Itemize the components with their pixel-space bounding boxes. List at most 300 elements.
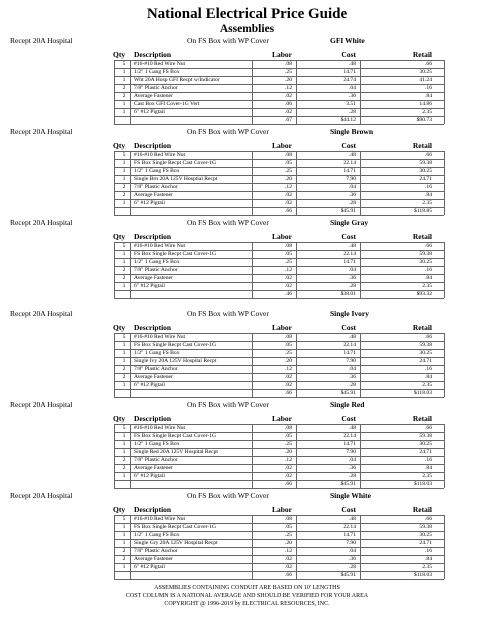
cell-qty: 2 <box>122 374 126 380</box>
cell-labor: .08 <box>285 425 292 431</box>
cell-description: 7/8" Plastic Anchor <box>134 184 178 190</box>
cell-description: 1/2" 1 Gang FS Box <box>134 69 180 75</box>
cell-retail: 59.38 <box>419 433 432 439</box>
cell-cost: 7.90 <box>346 540 356 546</box>
cell-labor: .25 <box>285 69 292 75</box>
cell-cost: .28 <box>349 564 356 570</box>
item-table <box>0 242 494 298</box>
cell-cost: 22.14 <box>343 251 356 257</box>
col-cost-header: Cost <box>341 141 356 150</box>
cell-labor: .02 <box>285 382 292 388</box>
cell-retail: .84 <box>425 192 432 198</box>
total-cost: $45.91 <box>340 481 356 487</box>
col-labor-header: Labor <box>271 50 292 59</box>
cell-cost: 14.71 <box>343 441 356 447</box>
cell-description: #16-#10 Red Wire Nut <box>134 152 186 158</box>
section-location: Recept 20A Hospital <box>10 36 73 45</box>
table-row <box>0 464 494 472</box>
total-row <box>0 389 494 397</box>
cell-qty: 1 <box>122 101 126 107</box>
cell-labor: .05 <box>285 251 292 257</box>
cell-qty: 2 <box>122 184 126 190</box>
section-device: GFI White <box>330 36 365 45</box>
total-cost: $44.12 <box>340 117 356 123</box>
cell-description: Average Fastener <box>134 192 173 198</box>
cell-retail: .84 <box>425 374 432 380</box>
col-cost-header: Cost <box>341 232 356 241</box>
section-header <box>0 308 494 319</box>
cell-description: 7/8" Plastic Anchor <box>134 548 178 554</box>
col-qty-header: Qty <box>113 50 126 59</box>
footer-notes <box>0 584 494 608</box>
cell-retail: 2.35 <box>422 200 432 206</box>
cell-labor: .05 <box>285 342 292 348</box>
table-row <box>0 100 494 108</box>
grid-line <box>114 397 444 398</box>
assembly-sections <box>0 35 494 581</box>
cell-retail: 30.25 <box>419 441 432 447</box>
section-box: On FS Box with WP Cover <box>187 218 269 227</box>
total-cost: $45.91 <box>340 208 356 214</box>
cell-cost: .48 <box>349 61 356 67</box>
cell-cost: 22.14 <box>343 342 356 348</box>
cell-cost: .28 <box>349 200 356 206</box>
col-retail-header: Retail <box>412 505 432 514</box>
cell-qty: 5 <box>122 516 126 522</box>
cell-qty: 1 <box>122 283 126 289</box>
cell-cost: 7.90 <box>346 176 356 182</box>
cell-labor: .06 <box>285 101 292 107</box>
total-cost: $45.91 <box>340 390 356 396</box>
table-row <box>0 373 494 381</box>
col-retail-header: Retail <box>412 50 432 59</box>
cell-cost: .36 <box>349 465 356 471</box>
cell-retail: 2.35 <box>422 382 432 388</box>
cell-description: 7/8" Plastic Anchor <box>134 267 178 273</box>
cell-cost: .28 <box>349 382 356 388</box>
col-qty-header: Qty <box>113 232 126 241</box>
cell-qty: 1 <box>122 473 126 479</box>
col-labor-header: Labor <box>271 505 292 514</box>
table-row <box>0 365 494 373</box>
cell-description: 7/8" Plastic Anchor <box>134 366 178 372</box>
cell-labor: .25 <box>285 259 292 265</box>
section-header <box>0 490 494 501</box>
assembly-section <box>0 35 494 126</box>
section-box: On FS Box with WP Cover <box>187 36 269 45</box>
cell-qty: 2 <box>122 465 126 471</box>
section-box: On FS Box with WP Cover <box>187 127 269 136</box>
table-row <box>0 531 494 539</box>
cell-retail: 59.38 <box>419 251 432 257</box>
col-qty-header: Qty <box>113 414 126 423</box>
cell-cost: 3.51 <box>346 101 356 107</box>
cell-qty: 2 <box>122 192 126 198</box>
cell-retail: .84 <box>425 93 432 99</box>
cell-cost: .36 <box>349 374 356 380</box>
cell-qty: 1 <box>122 259 126 265</box>
table-row <box>0 92 494 100</box>
total-retail: $118.85 <box>414 208 432 214</box>
cell-labor: .05 <box>285 433 292 439</box>
cell-retail: .84 <box>425 275 432 281</box>
cell-qty: 5 <box>122 243 126 249</box>
column-headers <box>0 50 494 60</box>
table-row <box>0 76 494 84</box>
page-subtitle: Assemblies <box>219 23 275 35</box>
cell-cost: .04 <box>349 366 356 372</box>
total-labor: .67 <box>285 117 292 123</box>
cell-cost: .48 <box>349 152 356 158</box>
cell-labor: .25 <box>285 168 292 174</box>
table-row <box>0 472 494 480</box>
cell-cost: .04 <box>349 267 356 273</box>
cell-description: FS Box Single Recpt Cast Cover-1G <box>134 251 217 257</box>
cell-qty: 1 <box>122 441 126 447</box>
total-cost: $45.91 <box>340 572 356 578</box>
cell-labor: .12 <box>285 548 292 554</box>
column-headers <box>0 414 494 424</box>
cell-cost: .04 <box>349 184 356 190</box>
table-row <box>0 68 494 76</box>
cell-retail: 41.24 <box>419 77 432 83</box>
section-box: On FS Box with WP Cover <box>187 400 269 409</box>
item-table <box>0 515 494 579</box>
cell-labor: .12 <box>285 366 292 372</box>
cell-retail: 2.35 <box>422 109 432 115</box>
section-header <box>0 217 494 228</box>
cell-qty: 2 <box>122 267 126 273</box>
cell-retail: .66 <box>425 334 432 340</box>
cell-labor: .20 <box>285 176 292 182</box>
cell-retail: 24.71 <box>419 540 432 546</box>
cell-description: Average Fastener <box>134 275 173 281</box>
cell-retail: 30.25 <box>419 259 432 265</box>
table-row <box>0 274 494 282</box>
col-cost-header: Cost <box>341 323 356 332</box>
section-header <box>0 126 494 137</box>
total-row <box>0 290 494 298</box>
cell-description: Wht 20A Hosp GFI Recpt w/Indicator <box>134 77 220 83</box>
cell-labor: .02 <box>285 109 292 115</box>
cell-retail: .16 <box>425 548 432 554</box>
cell-description: #16-#10 Red Wire Nut <box>134 516 186 522</box>
cell-retail: 2.35 <box>422 473 432 479</box>
section-device: Single Red <box>330 400 365 409</box>
col-description-header: Description <box>134 323 172 332</box>
table-row <box>0 515 494 523</box>
cell-qty: 2 <box>122 548 126 554</box>
table-row <box>0 539 494 547</box>
cell-labor: .02 <box>285 473 292 479</box>
cell-description: 1/2" 1 Gang FS Box <box>134 441 180 447</box>
table-row <box>0 258 494 266</box>
cell-qty: 5 <box>122 334 126 340</box>
cell-description: FS Box Single Recpt Cast Cover-1G <box>134 342 217 348</box>
cell-description: 1/2" 1 Gang FS Box <box>134 259 180 265</box>
cell-description: Single Red 20A 125V Hospital Recpt <box>134 449 218 455</box>
col-labor-header: Labor <box>271 141 292 150</box>
cell-qty: 1 <box>122 532 126 538</box>
cell-description: Cast Box GFI Cover-1G Vert <box>134 101 200 107</box>
cell-description: 6" #12 Pigtail <box>134 473 165 479</box>
total-retail: $118.03 <box>414 481 432 487</box>
cell-description: #16-#10 Red Wire Nut <box>134 425 186 431</box>
section-location: Recept 20A Hospital <box>10 491 73 500</box>
cell-qty: 1 <box>122 160 126 166</box>
table-row <box>0 547 494 555</box>
cell-labor: .02 <box>285 283 292 289</box>
cell-description: FS Box Single Recpt Cast Cover-1G <box>134 433 217 439</box>
item-table <box>0 424 494 488</box>
cell-labor: .08 <box>285 334 292 340</box>
cell-cost: .04 <box>349 457 356 463</box>
cell-cost: 14.71 <box>343 168 356 174</box>
cell-description: Average Fastener <box>134 374 173 380</box>
cell-retail: .84 <box>425 556 432 562</box>
col-retail-header: Retail <box>412 232 432 241</box>
cell-cost: .48 <box>349 425 356 431</box>
cell-retail: 59.38 <box>419 524 432 530</box>
cell-description: #16-#10 Red Wire Nut <box>134 334 186 340</box>
assembly-section <box>0 490 494 581</box>
table-row <box>0 424 494 432</box>
col-labor-header: Labor <box>271 232 292 241</box>
cell-cost: 22.14 <box>343 433 356 439</box>
item-table <box>0 333 494 397</box>
cell-description: 6" #12 Pigtail <box>134 283 165 289</box>
cell-retail: 30.25 <box>419 350 432 356</box>
cell-description: Average Fastener <box>134 556 173 562</box>
cell-qty: 1 <box>122 109 126 115</box>
cell-labor: .08 <box>285 152 292 158</box>
table-row <box>0 266 494 274</box>
cell-cost: 22.14 <box>343 524 356 530</box>
cell-cost: .28 <box>349 283 356 289</box>
total-labor: .66 <box>285 481 292 487</box>
cell-qty: 1 <box>122 342 126 348</box>
col-qty-header: Qty <box>113 323 126 332</box>
table-row <box>0 440 494 448</box>
cell-qty: 1 <box>122 168 126 174</box>
cell-qty: 1 <box>122 200 126 206</box>
cell-labor: .02 <box>285 200 292 206</box>
cell-labor: .02 <box>285 564 292 570</box>
cell-cost: 7.90 <box>346 449 356 455</box>
cell-qty: 1 <box>122 382 126 388</box>
cell-description: 6" #12 Pigtail <box>134 564 165 570</box>
cell-cost: 24.74 <box>343 77 356 83</box>
cell-description: #16-#10 Red Wire Nut <box>134 61 186 67</box>
cell-qty: 2 <box>122 275 126 281</box>
section-box: On FS Box with WP Cover <box>187 491 269 500</box>
cell-qty: 5 <box>122 152 126 158</box>
cell-qty: 2 <box>122 366 126 372</box>
cell-description: Single Brn 20A 125V Hosptial Recpt <box>134 176 218 182</box>
table-row <box>0 282 494 290</box>
cell-cost: .36 <box>349 192 356 198</box>
cell-retail: .84 <box>425 465 432 471</box>
col-cost-header: Cost <box>341 505 356 514</box>
col-labor-header: Labor <box>271 414 292 423</box>
table-row <box>0 84 494 92</box>
total-labor: .66 <box>285 208 292 214</box>
col-description-header: Description <box>134 414 172 423</box>
cell-qty: 5 <box>122 61 126 67</box>
section-device: Single Gray <box>330 218 369 227</box>
cell-labor: .02 <box>285 556 292 562</box>
total-row <box>0 571 494 579</box>
page-title: National Electrical Price Guide <box>146 6 348 22</box>
table-row <box>0 167 494 175</box>
cell-retail: .16 <box>425 457 432 463</box>
col-qty-header: Qty <box>113 505 126 514</box>
table-row <box>0 60 494 68</box>
column-headers <box>0 141 494 151</box>
cell-retail: 59.38 <box>419 160 432 166</box>
grid-line <box>114 298 444 299</box>
cell-labor: .02 <box>285 465 292 471</box>
table-row <box>0 456 494 464</box>
cell-qty: 1 <box>122 77 126 83</box>
cell-qty: 5 <box>122 425 126 431</box>
table-row <box>0 333 494 341</box>
cell-retail: .66 <box>425 61 432 67</box>
cell-description: FS Box Single Recpt Cast Cover-1G <box>134 160 217 166</box>
total-labor: .46 <box>285 291 292 297</box>
cell-labor: .12 <box>285 184 292 190</box>
cell-qty: 1 <box>122 176 126 182</box>
section-location: Recept 20A Hospital <box>10 309 73 318</box>
grid-line <box>114 215 444 216</box>
cell-description: 7/8" Plastic Anchor <box>134 85 178 91</box>
table-row <box>0 349 494 357</box>
cell-description: 6" #12 Pigtail <box>134 200 165 206</box>
cell-retail: .66 <box>425 243 432 249</box>
cell-retail: 24.71 <box>419 358 432 364</box>
cell-qty: 1 <box>122 251 126 257</box>
table-row <box>0 563 494 571</box>
table-row <box>0 159 494 167</box>
cell-qty: 1 <box>122 69 126 75</box>
column-headers <box>0 323 494 333</box>
cell-cost: 14.71 <box>343 350 356 356</box>
footer-line: COPYRIGHT @ 1996-2019 by ELECTRICAL RESOURCES, INC. <box>164 601 330 607</box>
cell-labor: .12 <box>285 457 292 463</box>
table-row <box>0 191 494 199</box>
cell-description: 6" #12 Pigtail <box>134 109 165 115</box>
section-location: Recept 20A Hospital <box>10 218 73 227</box>
col-cost-header: Cost <box>341 50 356 59</box>
cell-description: Single Ivy 20A 125V Hospital Recpt <box>134 358 217 364</box>
section-header <box>0 399 494 410</box>
cell-labor: .25 <box>285 532 292 538</box>
cell-labor: .20 <box>285 449 292 455</box>
cell-cost: .04 <box>349 548 356 554</box>
cell-retail: 24.71 <box>419 176 432 182</box>
table-row <box>0 242 494 250</box>
section-device: Single Ivory <box>330 309 369 318</box>
cell-description: Average Fastener <box>134 93 173 99</box>
total-row <box>0 116 494 124</box>
cell-cost: 7.90 <box>346 358 356 364</box>
cell-retail: .16 <box>425 85 432 91</box>
cell-description: FS Box Single Recpt Cast Cover-1G <box>134 524 217 530</box>
table-row <box>0 199 494 207</box>
table-row <box>0 250 494 258</box>
cell-qty: 1 <box>122 433 126 439</box>
table-row <box>0 448 494 456</box>
cell-labor: .05 <box>285 524 292 530</box>
total-row <box>0 207 494 215</box>
col-labor-header: Labor <box>271 323 292 332</box>
cell-cost: .36 <box>349 93 356 99</box>
item-table <box>0 60 494 124</box>
cell-qty: 1 <box>122 540 126 546</box>
table-row <box>0 108 494 116</box>
cell-retail: 2.35 <box>422 283 432 289</box>
cell-description: 1/2" 1 Gang FS Box <box>134 532 180 538</box>
cell-cost: .48 <box>349 516 356 522</box>
section-box: On FS Box with WP Cover <box>187 309 269 318</box>
table-row <box>0 151 494 159</box>
total-retail: $118.03 <box>414 390 432 396</box>
cell-retail: .16 <box>425 267 432 273</box>
section-device: Single White <box>330 491 371 500</box>
cell-cost: .04 <box>349 85 356 91</box>
total-retail: $90.73 <box>416 117 432 123</box>
col-retail-header: Retail <box>412 414 432 423</box>
cell-retail: .66 <box>425 425 432 431</box>
cell-cost: .48 <box>349 334 356 340</box>
col-retail-header: Retail <box>412 323 432 332</box>
cell-labor: .12 <box>285 85 292 91</box>
col-qty-header: Qty <box>113 141 126 150</box>
cell-labor: .20 <box>285 77 292 83</box>
cell-description: 6" #12 Pigtail <box>134 382 165 388</box>
section-location: Recept 20A Hospital <box>10 400 73 409</box>
cell-description: 1/2" 1 Gang FS Box <box>134 350 180 356</box>
cell-retail: 24.71 <box>419 449 432 455</box>
assembly-section <box>0 308 494 399</box>
cell-labor: .08 <box>285 61 292 67</box>
cell-retail: 2.35 <box>422 564 432 570</box>
table-row <box>0 381 494 389</box>
cell-description: 1/2" 1 Gang FS Box <box>134 168 180 174</box>
cell-labor: .02 <box>285 374 292 380</box>
total-retail: $118.03 <box>414 572 432 578</box>
col-cost-header: Cost <box>341 414 356 423</box>
assembly-section <box>0 217 494 308</box>
col-description-header: Description <box>134 232 172 241</box>
cell-labor: .25 <box>285 441 292 447</box>
table-row <box>0 523 494 531</box>
cell-retail: 30.25 <box>419 69 432 75</box>
cell-labor: .12 <box>285 267 292 273</box>
cell-retail: 14.86 <box>419 101 432 107</box>
cell-retail: 59.38 <box>419 342 432 348</box>
cell-cost: 14.71 <box>343 69 356 75</box>
cell-labor: .05 <box>285 160 292 166</box>
section-device: Single Brown <box>330 127 373 136</box>
cell-labor: .02 <box>285 93 292 99</box>
cell-qty: 1 <box>122 358 126 364</box>
cell-qty: 2 <box>122 93 126 99</box>
total-retail: $93.32 <box>416 291 432 297</box>
footer-line: ASSEMBLIES CONTAINING CONDUIT ARE BASED ON 10' LENGTHS <box>154 585 340 591</box>
column-headers <box>0 232 494 242</box>
cell-description: #16-#10 Red Wire Nut <box>134 243 186 249</box>
